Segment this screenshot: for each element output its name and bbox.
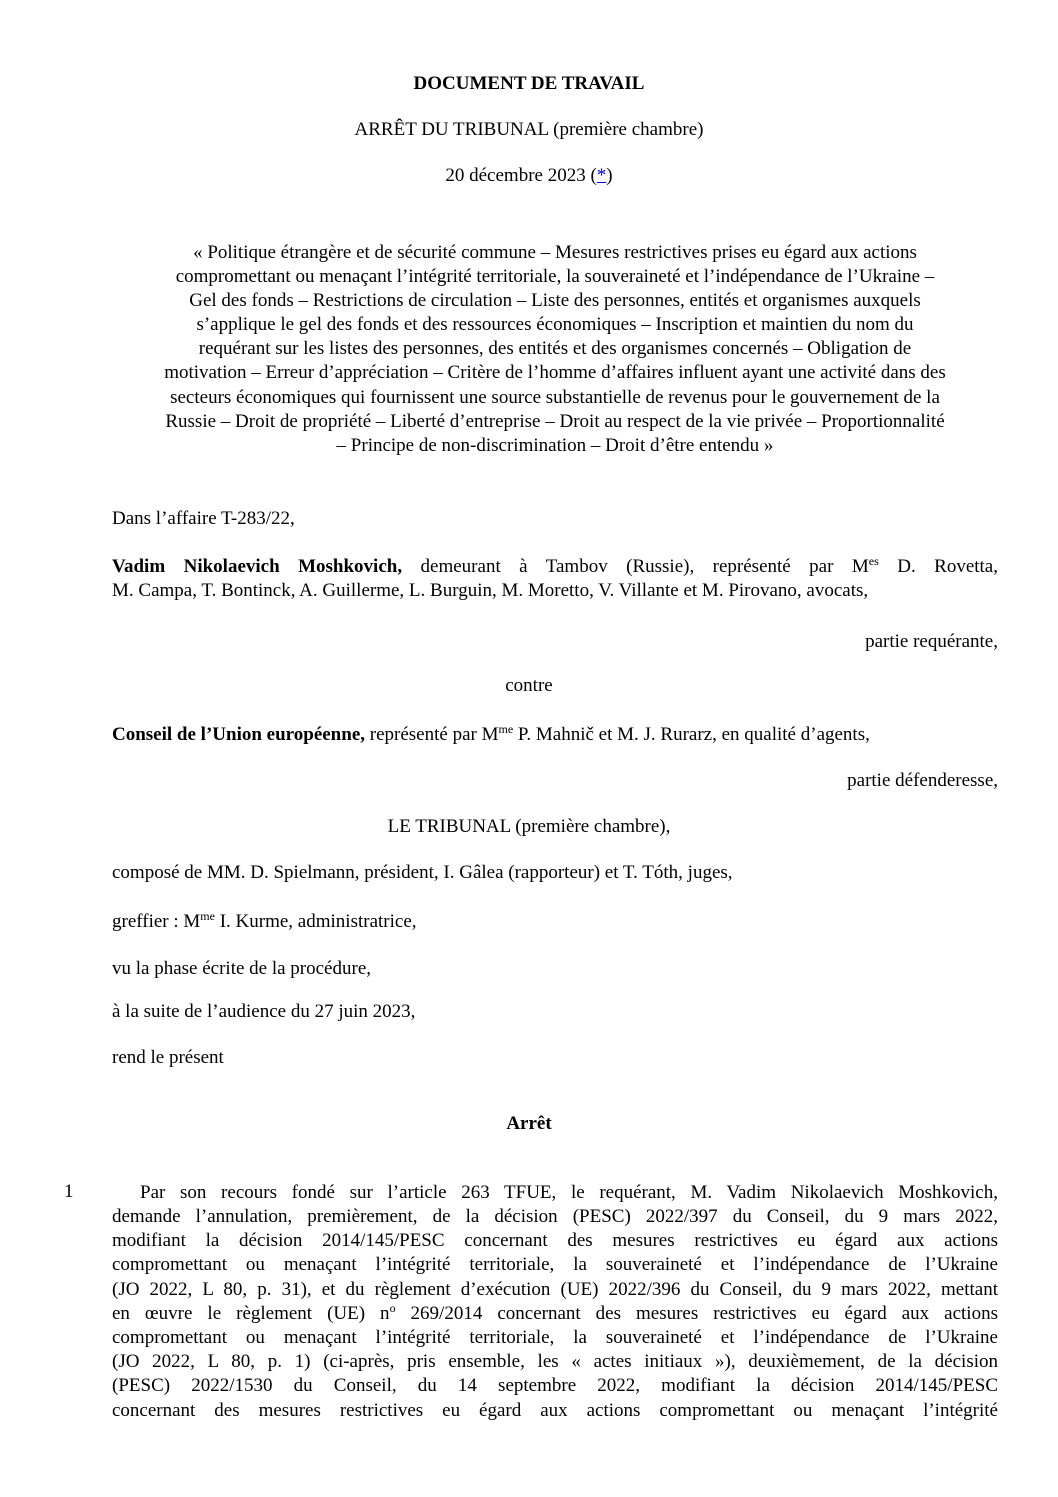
paragraph-line: modifiant la décision 2014/145/PESC concernant des mesures restrictives eu égard aux actions	[112, 1230, 998, 1252]
superscript: o	[389, 1300, 396, 1315]
applicant-role: partie requérante,	[865, 631, 998, 652]
paragraph-text: en œuvre le règlement (UE) n	[112, 1302, 390, 1324]
paragraph-line: (JO 2022, L 80, p. 31), et du règlement d’exécution (UE) 2022/396 du Conseil, du 9 mars 2022, mettant	[112, 1278, 998, 1300]
paragraph-text: 269/2014 concernant des mesures restrictives eu égard aux actions	[395, 1302, 998, 1324]
applicant-text: demeurant à Tambov (Russie), représenté par M	[402, 556, 869, 577]
paragraph-line: (PESC) 2022/1530 du Conseil, du 14 septembre 2022, modifiant la décision 2014/145/PESC	[112, 1375, 998, 1397]
keyword-line: Gel des fonds – Restrictions de circulation – Liste des personnes, entités et organismes auxquels	[189, 290, 921, 312]
paragraph-line: demande l’annulation, premièrement, de la décision (PESC) 2022/397 du Conseil, du 9 mars 2022,	[112, 1206, 998, 1227]
applicant-line-1	[112, 555, 998, 579]
applicant-text: D. Rovetta,	[878, 556, 998, 577]
keyword-line: s’applique le gel des fonds et des ressources économiques – Inscription et maintien du nom du	[196, 314, 914, 336]
keywords-block	[112, 241, 998, 458]
document-label: DOCUMENT DE TRAVAIL	[413, 73, 645, 94]
paragraph-1	[140, 1181, 998, 1205]
defendant-text: P. Mahnič et M. J. Rurarz, en qualité d’agents,	[513, 724, 870, 745]
defendant-block	[112, 723, 998, 747]
procedure-note: vu la phase écrite de la procédure,	[112, 958, 372, 979]
applicant-block	[112, 555, 998, 603]
superscript: me	[200, 909, 215, 923]
superscript: es	[868, 554, 879, 568]
hearing-note: à la suite de l’audience du 27 juin 2023,	[112, 1001, 416, 1022]
keyword-line: « Politique étrangère et de sécurité commune – Mesures restrictives prises eu égard aux actions	[193, 242, 917, 263]
paragraph-line: concernant des mesures restrictives eu égard aux actions compromettant ou menaçant l’intégrité	[112, 1399, 998, 1421]
judgment-date: 20 décembre 2023 (*)	[445, 165, 613, 186]
rend-le-present: rend le présent	[112, 1047, 224, 1068]
paragraph-line	[112, 1302, 998, 1326]
paragraph-1-body	[112, 1205, 998, 1423]
paragraph-line: Par son recours fondé sur l’article 263 TFUE, le requérant, M. Vadim Nikolaevich Moshkovich,	[140, 1182, 998, 1203]
superscript: me	[498, 722, 514, 736]
tribunal-heading: LE TRIBUNAL (première chambre),	[387, 816, 671, 837]
keyword-line: requérant sur les listes des personnes, des entités et des organismes concernés – Obligation de	[198, 338, 912, 360]
paragraph-line: compromettant ou menaçant l’intégrité territoriale, la souveraineté et l’indépendance de l’Ukraine	[112, 1327, 998, 1349]
case-number: Dans l’affaire T-283/22,	[112, 508, 295, 529]
footnote-link[interactable]: *	[596, 165, 607, 186]
keyword-line: compromettant ou menaçant l’intégrité territoriale, la souveraineté et l’indépendance de l’Ukraine –	[175, 266, 935, 288]
keyword-line: Russie – Droit de propriété – Liberté d’entreprise – Droit au respect de la vie privée – Proportionnalité	[165, 410, 945, 432]
date-text: 20 décembre 2023	[445, 165, 586, 186]
composition: composé de MM. D. Spielmann, président, I. Gâlea (rapporteur) et T. Tóth, juges,	[112, 862, 733, 883]
applicant-name: Vadim Nikolaevich Moshkovich,	[112, 556, 403, 577]
contre-label: contre	[505, 675, 553, 696]
greffier-text: I. Kurme, administratrice,	[214, 911, 417, 932]
paragraph-number: 1	[64, 1181, 74, 1202]
defendant-name: Conseil de l’Union européenne,	[112, 724, 366, 745]
paragraph-line: (JO 2022, L 80, p. 1) (ci-après, pris ensemble, les « actes initiaux »), deuxièmement, de la décision	[112, 1351, 998, 1373]
greffier	[112, 910, 998, 934]
paragraph-line: compromettant ou menaçant l’intégrité territoriale, la souveraineté et l’indépendance de l’Ukraine	[112, 1254, 998, 1276]
applicant-line-2: M. Campa, T. Bontinck, A. Guillerme, L. Burguin, M. Moretto, V. Villante et M. Pirovano, avocats,	[112, 580, 869, 601]
keyword-line: – Principe de non-discrimination – Droit d’être entendu »	[336, 434, 774, 456]
keyword-line: secteurs économiques qui fournissent une source substantielle de revenus pour le gouvernement de la	[170, 386, 940, 408]
greffier-text: greffier : M	[112, 911, 201, 932]
keyword-line: motivation – Erreur d’appréciation – Critère de l’homme d’affaires influent ayant une activité dans des	[164, 362, 946, 384]
court-title: ARRÊT DU TRIBUNAL (première chambre)	[354, 119, 704, 140]
defendant-text: représenté par M	[365, 724, 499, 745]
defendant-role: partie défenderesse,	[847, 770, 998, 791]
arret-heading: Arrêt	[506, 1113, 552, 1134]
